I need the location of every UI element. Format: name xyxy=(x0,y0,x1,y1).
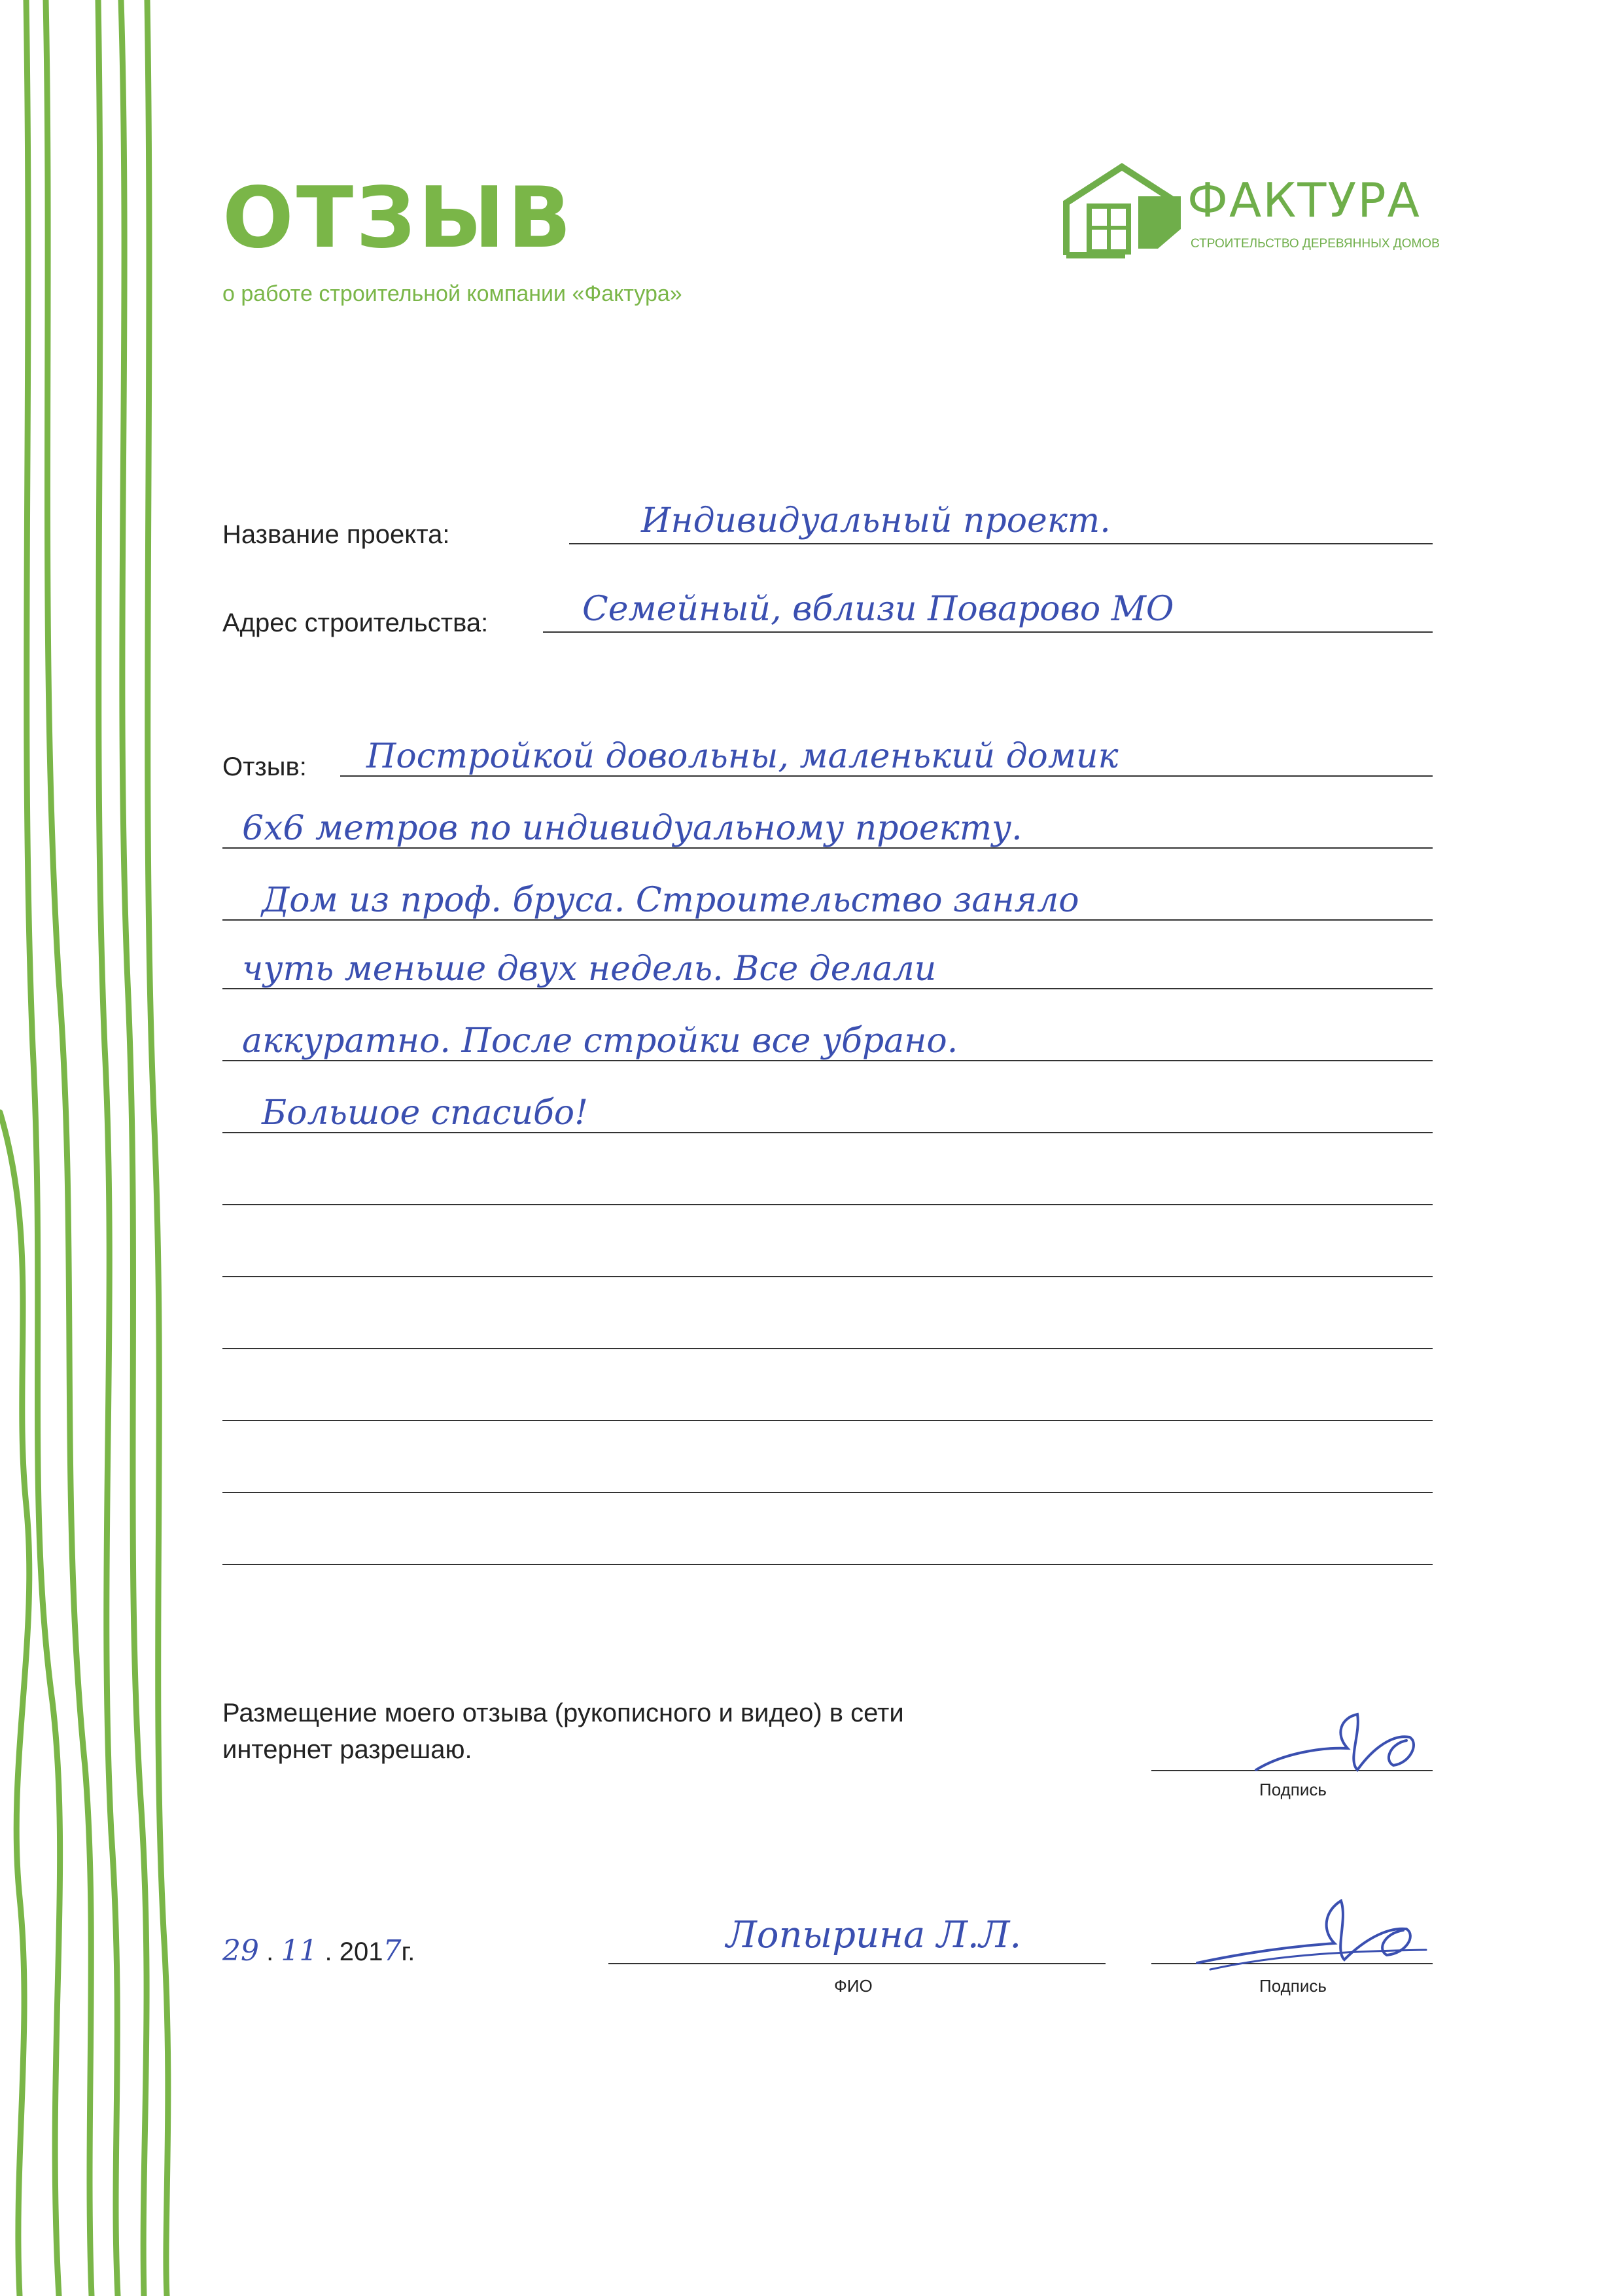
decorative-stripes xyxy=(0,0,196,2296)
house-icon xyxy=(1060,157,1184,268)
review-text-line: Постройкой довольны, маленький домик xyxy=(366,737,1119,776)
consent-signature xyxy=(1243,1708,1452,1786)
consent-signature-caption: Подпись xyxy=(1259,1780,1327,1799)
logo-tagline: СТРОИТЕЛЬСТВО ДЕРЕВЯННЫХ ДОМОВ xyxy=(1191,237,1440,251)
address-value: Семейный, вблизи Поварово МО xyxy=(582,590,1174,629)
date-month: 11 xyxy=(281,1934,318,1968)
review-text-line: чуть меньше двух недель. Все делали xyxy=(242,949,937,989)
review-text-line: Большое спасибо! xyxy=(262,1093,588,1133)
logo-name: ФАКТУРА xyxy=(1187,173,1421,228)
review-text-line: 6х6 метров по индивидуальному проекту. xyxy=(242,809,1022,848)
project-name-line xyxy=(569,543,1433,544)
review-label: Отзыв: xyxy=(222,752,307,781)
address-label: Адрес строительства: xyxy=(222,609,489,637)
project-name-value: Индивидуальный проект. xyxy=(641,501,1111,540)
date-suffix: г. xyxy=(401,1937,415,1966)
project-name-label: Название проекта: xyxy=(222,520,450,549)
fio-line xyxy=(608,1963,1106,1964)
consent-text: Размещение моего отзыва (рукописного и видео) в сети интернет разрешаю. xyxy=(222,1699,904,1764)
footer-signature-caption: Подпись xyxy=(1259,1976,1327,1996)
review-line xyxy=(222,1348,1433,1349)
review-text-line: Дом из проф. бруса. Строительство заняло xyxy=(262,881,1079,920)
review-line xyxy=(222,1564,1433,1565)
date-year-prefix: 201 xyxy=(339,1937,383,1966)
page-subtitle: о работе строительной компании «Фактура» xyxy=(222,281,682,306)
company-logo xyxy=(1060,157,1518,268)
review-line xyxy=(222,1420,1433,1421)
page-title: ОТЗЫВ xyxy=(222,169,574,267)
date-field: 29 . 11 . 2017г. xyxy=(222,1934,415,1968)
fio-caption: ФИО xyxy=(834,1976,873,1996)
review-text-line: аккуратно. После стройки все убрано. xyxy=(242,1021,958,1061)
review-line xyxy=(222,1276,1433,1277)
footer-signature xyxy=(1191,1891,1439,1976)
date-year-digit: 7 xyxy=(383,1934,402,1968)
date-day: 29 xyxy=(222,1934,259,1968)
review-line xyxy=(222,1204,1433,1205)
fio-value: Лопырина Л.Л. xyxy=(726,1914,1022,1956)
review-line xyxy=(222,1492,1433,1493)
address-line xyxy=(543,631,1433,633)
